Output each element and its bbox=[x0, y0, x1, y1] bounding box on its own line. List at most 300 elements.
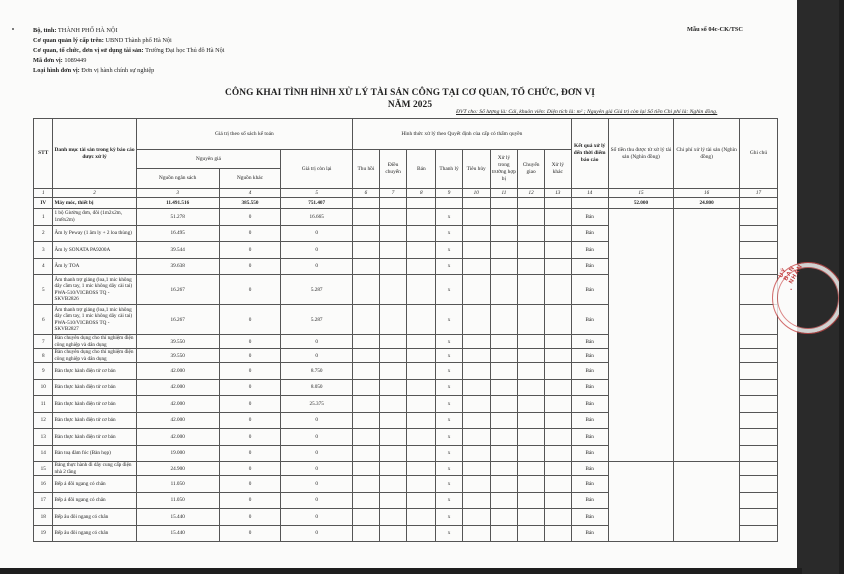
liquidation-mark: x bbox=[436, 349, 463, 363]
header-recall: Thu hồi bbox=[353, 150, 380, 189]
sale-cell bbox=[407, 275, 436, 305]
liquidation-mark: x bbox=[436, 209, 463, 226]
liquidation-mark: x bbox=[436, 258, 463, 275]
other-source-value: 0 bbox=[219, 242, 281, 259]
budget-source-value: 39.544 bbox=[136, 242, 219, 259]
loss-handling-cell bbox=[490, 275, 518, 305]
other-handling-cell bbox=[544, 476, 571, 493]
budget-source-value: 39.638 bbox=[136, 258, 219, 275]
residual-value: 0 bbox=[281, 242, 353, 259]
scan-border-bottom bbox=[0, 568, 802, 574]
loss-handling-cell bbox=[490, 209, 518, 226]
result-value: Bán bbox=[571, 225, 608, 242]
liquidation-mark: x bbox=[436, 275, 463, 305]
destruction-cell bbox=[462, 476, 490, 493]
row-stt: 13 bbox=[34, 429, 53, 446]
note-cell bbox=[739, 225, 777, 242]
group-residual-value: 751.407 bbox=[281, 198, 353, 209]
handover-cell bbox=[518, 275, 545, 305]
other-source-value: 0 bbox=[219, 225, 281, 242]
row-stt: 6 bbox=[34, 305, 53, 335]
result-value: Bán bbox=[571, 379, 608, 396]
recall-cell bbox=[353, 242, 380, 259]
other-source-value: 0 bbox=[219, 209, 281, 226]
destruction-cell bbox=[462, 242, 490, 259]
budget-source-value: 16.267 bbox=[136, 305, 219, 335]
note-cell bbox=[739, 242, 777, 259]
other-source-value: 0 bbox=[219, 476, 281, 493]
row-stt: 3 bbox=[34, 242, 53, 259]
sale-cell bbox=[407, 225, 436, 242]
row-stt: 11 bbox=[34, 396, 53, 413]
group-stt: IV bbox=[34, 198, 53, 209]
header-destruction: Tiêu hủy bbox=[462, 150, 490, 189]
destruction-cell bbox=[462, 258, 490, 275]
column-number: 6 bbox=[353, 189, 380, 198]
handover-cell bbox=[518, 225, 545, 242]
column-number: 17 bbox=[739, 189, 777, 198]
note-cell bbox=[739, 209, 777, 226]
note-cell bbox=[739, 396, 777, 413]
other-source-value: 0 bbox=[219, 379, 281, 396]
asset-name: Bàn thực hành điện tử cơ bản bbox=[53, 429, 136, 446]
other-source-value: 0 bbox=[219, 258, 281, 275]
loss-handling-cell bbox=[490, 305, 518, 335]
other-source-value: 0 bbox=[219, 509, 281, 526]
header-other-source: Nguồn khác bbox=[219, 169, 281, 189]
loss-handling-cell bbox=[490, 445, 518, 462]
recall-cell bbox=[353, 525, 380, 542]
other-handling-cell bbox=[544, 209, 571, 226]
residual-value: 0 bbox=[281, 492, 353, 509]
row-stt: 17 bbox=[34, 492, 53, 509]
row-stt: 15 bbox=[34, 462, 53, 476]
result-value: Bán bbox=[571, 258, 608, 275]
form-number: Mẫu số 04c-CK/TSC bbox=[687, 26, 743, 33]
budget-source-value: 42.000 bbox=[136, 396, 219, 413]
residual-value: 8.750 bbox=[281, 363, 353, 380]
title-line-2: NĂM 2025 bbox=[387, 100, 433, 110]
handover-cell bbox=[518, 445, 545, 462]
liquidation-mark: x bbox=[436, 492, 463, 509]
recall-cell bbox=[353, 462, 380, 476]
row-stt: 5 bbox=[34, 275, 53, 305]
empty-cell bbox=[490, 198, 518, 209]
proceeds-merged-cell bbox=[608, 209, 674, 462]
result-value: Bán bbox=[571, 445, 608, 462]
budget-source-value: 19.000 bbox=[136, 445, 219, 462]
destruction-cell bbox=[462, 349, 490, 363]
handover-cell bbox=[518, 396, 545, 413]
transfer-cell bbox=[379, 349, 407, 363]
note-cell bbox=[739, 445, 777, 462]
loss-handling-cell bbox=[490, 525, 518, 542]
header-transfer: Điều chuyển bbox=[379, 150, 407, 189]
other-handling-cell bbox=[544, 363, 571, 380]
asset-name: Âm ly SONATA PA9200A bbox=[53, 242, 136, 259]
asset-name: Bếp á đôi ngang có chân bbox=[53, 492, 136, 509]
column-number: 5 bbox=[281, 189, 353, 198]
residual-value: 0 bbox=[281, 445, 353, 462]
column-number: 10 bbox=[462, 189, 490, 198]
info-label: Cơ quan quản lý cấp trên: bbox=[33, 37, 104, 44]
transfer-cell bbox=[379, 412, 407, 429]
header-liquidation: Thanh lý bbox=[436, 150, 463, 189]
liquidation-mark: x bbox=[436, 225, 463, 242]
header-handover: Chuyển giao bbox=[518, 150, 545, 189]
row-stt: 9 bbox=[34, 363, 53, 380]
residual-value: 0 bbox=[281, 476, 353, 493]
recall-cell bbox=[353, 305, 380, 335]
liquidation-mark: x bbox=[436, 445, 463, 462]
other-handling-cell bbox=[544, 445, 571, 462]
sale-cell bbox=[407, 379, 436, 396]
recall-cell bbox=[353, 335, 380, 349]
empty-cell bbox=[436, 198, 463, 209]
transfer-cell bbox=[379, 258, 407, 275]
budget-source-value: 42.000 bbox=[136, 412, 219, 429]
sale-cell bbox=[407, 335, 436, 349]
result-value: Bán bbox=[571, 429, 608, 446]
asset-name: Âm thanh trợ giảng (loa,1 mic không dây cầm tay, 1 mic không dây cài tai) PWA-510/VICBOSS TQ - SKVB2826 bbox=[53, 275, 136, 305]
asset-name: Bàn thực hành điện tử cơ bản bbox=[53, 363, 136, 380]
other-source-value: 0 bbox=[219, 445, 281, 462]
handover-cell bbox=[518, 462, 545, 476]
asset-name: Âm ly Peway (1 âm ly + 2 loa thùng) bbox=[53, 225, 136, 242]
note-cell bbox=[739, 462, 777, 476]
recall-cell bbox=[353, 275, 380, 305]
transfer-cell bbox=[379, 462, 407, 476]
loss-handling-cell bbox=[490, 349, 518, 363]
proceeds-merged-cell bbox=[608, 462, 674, 542]
column-number: 4 bbox=[219, 189, 281, 198]
transfer-cell bbox=[379, 363, 407, 380]
destruction-cell bbox=[462, 445, 490, 462]
asset-name: Bếp á đôi ngang có chân bbox=[53, 476, 136, 493]
liquidation-mark: x bbox=[436, 429, 463, 446]
liquidation-mark: x bbox=[436, 462, 463, 476]
transfer-cell bbox=[379, 492, 407, 509]
info-field bbox=[33, 26, 225, 36]
budget-source-value: 42.000 bbox=[136, 379, 219, 396]
asset-name: Bếp âu đôi ngang có chân bbox=[53, 525, 136, 542]
handover-cell bbox=[518, 209, 545, 226]
other-handling-cell bbox=[544, 258, 571, 275]
info-label: Loại hình đơn vị: bbox=[33, 67, 80, 74]
group-row bbox=[34, 198, 778, 209]
empty-cell bbox=[379, 198, 407, 209]
empty-cell bbox=[544, 198, 571, 209]
transfer-cell bbox=[379, 275, 407, 305]
budget-source-value: 51.278 bbox=[136, 209, 219, 226]
budget-source-value: 16.267 bbox=[136, 275, 219, 305]
other-handling-cell bbox=[544, 349, 571, 363]
other-source-value: 0 bbox=[219, 492, 281, 509]
sale-cell bbox=[407, 445, 436, 462]
destruction-cell bbox=[462, 379, 490, 396]
destruction-cell bbox=[462, 305, 490, 335]
residual-value: 0 bbox=[281, 349, 353, 363]
recall-cell bbox=[353, 445, 380, 462]
recall-cell bbox=[353, 258, 380, 275]
other-handling-cell bbox=[544, 462, 571, 476]
handover-cell bbox=[518, 258, 545, 275]
group-budget-source: 11.491.516 bbox=[136, 198, 219, 209]
asset-name: Âm ly TOA bbox=[53, 258, 136, 275]
row-stt: 2 bbox=[34, 225, 53, 242]
residual-value: 0 bbox=[281, 429, 353, 446]
other-source-value: 0 bbox=[219, 275, 281, 305]
destruction-cell bbox=[462, 275, 490, 305]
budget-source-value: 39.550 bbox=[136, 349, 219, 363]
other-handling-cell bbox=[544, 379, 571, 396]
destruction-cell bbox=[462, 209, 490, 226]
organization-info bbox=[33, 26, 225, 76]
destruction-cell bbox=[462, 462, 490, 476]
handover-cell bbox=[518, 349, 545, 363]
sale-cell bbox=[407, 396, 436, 413]
handover-cell bbox=[518, 525, 545, 542]
loss-handling-cell bbox=[490, 429, 518, 446]
stamp-center-letters: · bbox=[790, 285, 793, 294]
column-number: 13 bbox=[544, 189, 571, 198]
note-cell bbox=[739, 412, 777, 429]
residual-value: 5.287 bbox=[281, 275, 353, 305]
handover-cell bbox=[518, 242, 545, 259]
budget-source-value: 15.440 bbox=[136, 525, 219, 542]
note-cell bbox=[739, 525, 777, 542]
residual-value: 16.665 bbox=[281, 209, 353, 226]
budget-source-value: 42.000 bbox=[136, 429, 219, 446]
budget-source-value: 11.050 bbox=[136, 492, 219, 509]
recall-cell bbox=[353, 396, 380, 413]
transfer-cell bbox=[379, 445, 407, 462]
asset-name: Bàn chuyên dụng cho thí nghiệm điện công nghiệp và dân dụng bbox=[53, 349, 136, 363]
destruction-cell bbox=[462, 429, 490, 446]
group-proceeds: 52.000 bbox=[608, 198, 674, 209]
asset-name: Bàn thực hành điện tử cơ bản bbox=[53, 412, 136, 429]
row-stt: 8 bbox=[34, 349, 53, 363]
info-label: Mã đơn vị: bbox=[33, 57, 63, 64]
result-value: Bán bbox=[571, 209, 608, 226]
column-number: 12 bbox=[518, 189, 545, 198]
row-stt: 1 bbox=[34, 209, 53, 226]
recall-cell bbox=[353, 429, 380, 446]
note-cell bbox=[739, 492, 777, 509]
note-cell bbox=[739, 305, 777, 335]
recall-cell bbox=[353, 225, 380, 242]
sale-cell bbox=[407, 429, 436, 446]
liquidation-mark: x bbox=[436, 335, 463, 349]
loss-handling-cell bbox=[490, 363, 518, 380]
group-name: Máy móc, thiết bị bbox=[53, 198, 136, 209]
handover-cell bbox=[518, 363, 545, 380]
sale-cell bbox=[407, 525, 436, 542]
header-result: Kết quả xử lý đến thời điểm báo cáo bbox=[571, 119, 608, 189]
transfer-cell bbox=[379, 209, 407, 226]
other-handling-cell bbox=[544, 396, 571, 413]
residual-value: 0 bbox=[281, 525, 353, 542]
other-handling-cell bbox=[544, 509, 571, 526]
loss-handling-cell bbox=[490, 258, 518, 275]
column-number: 14 bbox=[571, 189, 608, 198]
recall-cell bbox=[353, 349, 380, 363]
recall-cell bbox=[353, 363, 380, 380]
stamp-text: UỶ BAN NHÂN bbox=[778, 263, 805, 285]
handover-cell bbox=[518, 412, 545, 429]
loss-handling-cell bbox=[490, 492, 518, 509]
liquidation-mark: x bbox=[436, 305, 463, 335]
row-stt: 4 bbox=[34, 258, 53, 275]
group-other-source: 385.550 bbox=[219, 198, 281, 209]
header-stt: STT bbox=[34, 119, 53, 189]
header-residual-value: Giá trị còn lại bbox=[281, 150, 353, 189]
other-source-value: 0 bbox=[219, 305, 281, 335]
header-other-handling: Xử lý khác bbox=[544, 150, 571, 189]
header-note: Ghi chú bbox=[739, 119, 777, 189]
row-stt: 18 bbox=[34, 509, 53, 526]
other-handling-cell bbox=[544, 225, 571, 242]
liquidation-mark: x bbox=[436, 412, 463, 429]
table-row bbox=[34, 462, 778, 476]
sale-cell bbox=[407, 209, 436, 226]
sale-cell bbox=[407, 509, 436, 526]
other-source-value: 0 bbox=[219, 429, 281, 446]
transfer-cell bbox=[379, 242, 407, 259]
info-value: Đơn vị hành chính sự nghiệp bbox=[81, 67, 155, 74]
result-value: Bán bbox=[571, 242, 608, 259]
row-stt: 7 bbox=[34, 335, 53, 349]
recall-cell bbox=[353, 412, 380, 429]
header-proceeds: Số tiền thu được từ xử lý tài sản (Nghìn đồng) bbox=[608, 119, 674, 189]
destruction-cell bbox=[462, 396, 490, 413]
liquidation-mark: x bbox=[436, 363, 463, 380]
cost-merged-cell bbox=[674, 462, 740, 542]
header-sale: Bán bbox=[407, 150, 436, 189]
handover-cell bbox=[518, 335, 545, 349]
column-number: 7 bbox=[379, 189, 407, 198]
liquidation-mark: x bbox=[436, 242, 463, 259]
destruction-cell bbox=[462, 492, 490, 509]
result-value: Bán bbox=[571, 305, 608, 335]
destruction-cell bbox=[462, 335, 490, 349]
other-handling-cell bbox=[544, 275, 571, 305]
empty-cell bbox=[462, 198, 490, 209]
asset-name: Bếp âu đôi ngang có chân bbox=[53, 509, 136, 526]
residual-value: 0 bbox=[281, 412, 353, 429]
note-cell bbox=[739, 429, 777, 446]
sale-cell bbox=[407, 349, 436, 363]
transfer-cell bbox=[379, 379, 407, 396]
asset-name: Bàn toạ đàm fóc (Bàn họp) bbox=[53, 445, 136, 462]
residual-value: 0 bbox=[281, 335, 353, 349]
header-loss-handling: Xử lý trong trường hợp bị bbox=[490, 150, 518, 189]
column-number: 15 bbox=[608, 189, 674, 198]
handover-cell bbox=[518, 509, 545, 526]
transfer-cell bbox=[379, 509, 407, 526]
info-field bbox=[33, 56, 225, 66]
asset-name: 1 bộ Giường đơn, đôi (1m2x2m, 1m8x2m) bbox=[53, 209, 136, 226]
result-value: Bán bbox=[571, 412, 608, 429]
note-cell bbox=[739, 335, 777, 349]
sale-cell bbox=[407, 462, 436, 476]
group-cost: 24.800 bbox=[674, 198, 740, 209]
group-note bbox=[739, 198, 777, 209]
other-source-value: 0 bbox=[219, 412, 281, 429]
result-value: Bán bbox=[571, 492, 608, 509]
header-book-value: Giá trị theo số sách kế toán bbox=[136, 119, 352, 150]
transfer-cell bbox=[379, 429, 407, 446]
liquidation-mark: x bbox=[436, 396, 463, 413]
residual-value: 0 bbox=[281, 258, 353, 275]
header-cost: Chi phí xử lý tài sản (Nghìn đồng) bbox=[674, 119, 740, 189]
cost-merged-cell bbox=[674, 209, 740, 462]
document-title bbox=[0, 87, 820, 111]
empty-cell bbox=[353, 198, 380, 209]
header-original-price: Nguyên giá bbox=[136, 150, 281, 169]
loss-handling-cell bbox=[490, 509, 518, 526]
liquidation-mark: x bbox=[436, 379, 463, 396]
loss-handling-cell bbox=[490, 396, 518, 413]
other-handling-cell bbox=[544, 305, 571, 335]
header-budget-source: Nguồn ngân sách bbox=[136, 169, 219, 189]
destruction-cell bbox=[462, 225, 490, 242]
recall-cell bbox=[353, 509, 380, 526]
note-cell bbox=[739, 509, 777, 526]
note-cell bbox=[739, 363, 777, 380]
residual-value: 25.375 bbox=[281, 396, 353, 413]
loss-handling-cell bbox=[490, 462, 518, 476]
result-value: Bán bbox=[571, 396, 608, 413]
recall-cell bbox=[353, 492, 380, 509]
budget-source-value: 16.495 bbox=[136, 225, 219, 242]
asset-name: Âm thanh trợ giảng (loa,1 mic không dây cầm tay, 1 mic không dây cài tai) PWA-510/VICBOSS TQ - SKVB2827 bbox=[53, 305, 136, 335]
loss-handling-cell bbox=[490, 412, 518, 429]
transfer-cell bbox=[379, 396, 407, 413]
loss-handling-cell bbox=[490, 379, 518, 396]
other-source-value: 0 bbox=[219, 349, 281, 363]
sale-cell bbox=[407, 305, 436, 335]
destruction-cell bbox=[462, 509, 490, 526]
info-label: Bộ, tỉnh: bbox=[33, 27, 57, 34]
budget-source-value: 11.050 bbox=[136, 476, 219, 493]
recall-cell bbox=[353, 476, 380, 493]
note-cell bbox=[739, 258, 777, 275]
other-handling-cell bbox=[544, 492, 571, 509]
info-value: Trường Đại học Thủ đô Hà Nội bbox=[145, 47, 225, 54]
sale-cell bbox=[407, 412, 436, 429]
budget-source-value: 39.550 bbox=[136, 335, 219, 349]
destruction-cell bbox=[462, 525, 490, 542]
info-field bbox=[33, 66, 225, 76]
other-source-value: 0 bbox=[219, 396, 281, 413]
column-number: 16 bbox=[674, 189, 740, 198]
handover-cell bbox=[518, 379, 545, 396]
sale-cell bbox=[407, 492, 436, 509]
transfer-cell bbox=[379, 305, 407, 335]
note-cell bbox=[739, 349, 777, 363]
column-number: 9 bbox=[436, 189, 463, 198]
empty-cell bbox=[571, 198, 608, 209]
handover-cell bbox=[518, 476, 545, 493]
other-handling-cell bbox=[544, 429, 571, 446]
transfer-cell bbox=[379, 225, 407, 242]
other-handling-cell bbox=[544, 525, 571, 542]
recall-cell bbox=[353, 379, 380, 396]
sale-cell bbox=[407, 363, 436, 380]
info-field bbox=[33, 36, 225, 46]
column-number: 1 bbox=[34, 189, 53, 198]
